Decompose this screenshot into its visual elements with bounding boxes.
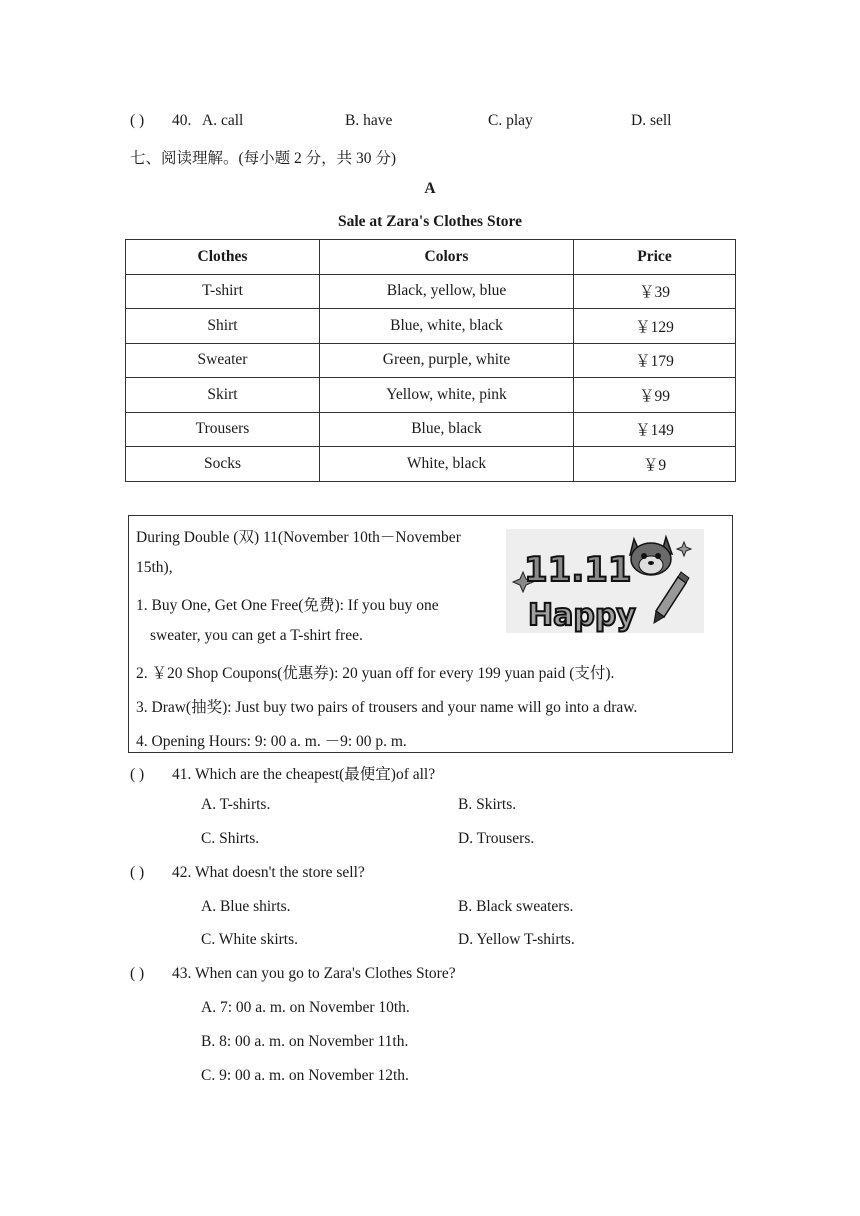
passage-letter: A [424,180,436,197]
notice-line: 3. Draw(抽奖): Just buy two pairs of trousers and your name will go into a draw. [136,699,638,716]
q42-option-c: C. White skirts. [201,931,299,948]
table-row [126,309,736,344]
double-eleven-banner [506,529,704,633]
option-a: A. call [202,112,244,129]
q42-option-d: D. Yellow T-shirts. [458,931,575,948]
pencil-icon [654,572,689,623]
sale-table [125,239,736,482]
q41-option-c: C. Shirts. [201,830,260,847]
cell-colors: Green, purple, white [320,343,574,378]
table-row [126,412,736,447]
cell-colors: White, black [320,447,574,482]
cell-clothes: T-shirt [126,274,320,309]
cell-clothes: Shirt [126,309,320,344]
question-text: 41. Which are the cheapest(最便宜)of all? [172,766,436,783]
cell-price: ￥99 [574,378,736,413]
q43-option-a: A. 7: 00 a. m. on November 10th. [201,999,410,1016]
q42-option-b: B. Black sweaters. [458,898,574,915]
option-b: B. have [345,112,393,129]
question-41-stem [130,762,435,784]
table-row [126,447,736,482]
banner-happy-text: Happy [528,598,636,633]
header-price: Price [574,240,736,275]
option-c: C. play [488,112,533,129]
banner-illustration [506,529,704,633]
answer-paren: ( ) [130,112,145,129]
table-row [126,343,736,378]
sparkle-icon [677,542,691,556]
dog-icon [630,537,672,575]
notice-line: 1. Buy One, Get One Free(免费): If you buy one [136,597,439,614]
cell-colors: Blue, white, black [320,309,574,344]
q41-option-d: D. Trousers. [458,830,535,847]
cell-clothes: Skirt [126,378,320,413]
header-clothes: Clothes [126,240,320,275]
table-row [126,274,736,309]
cell-clothes: Trousers [126,412,320,447]
q42-option-a: A. Blue shirts. [201,898,291,915]
q41-option-b: B. Skirts. [458,796,517,813]
notice-line: sweater, you can get a T-shirt free. [150,627,363,644]
table-header-row [126,240,736,275]
q43-option-b: B. 8: 00 a. m. on November 11th. [201,1033,409,1050]
banner-1111-text: 11.11 [524,550,632,590]
question-text: 42. What doesn't the store sell? [172,864,365,881]
cell-price: ￥149 [574,412,736,447]
cell-clothes: Socks [126,447,320,482]
section-heading: 七、阅读理解。(每小题 2 分，共 30 分) [130,150,397,167]
cell-clothes: Sweater [126,343,320,378]
notice-line: 15th), [136,559,173,576]
answer-paren: ( ) [130,864,145,881]
q41-option-a: A. T-shirts. [201,796,271,813]
cell-colors: Blue, black [320,412,574,447]
cell-colors: Black, yellow, blue [320,274,574,309]
question-number: 40. [172,112,192,129]
header-colors: Colors [320,240,574,275]
answer-paren: ( ) [130,766,145,783]
notice-line: 4. Opening Hours: 9: 00 a. m. －9: 00 p. m. [136,733,407,750]
cell-colors: Yellow, white, pink [320,378,574,413]
question-43-stem [130,965,456,983]
notice-line: 2. ￥20 Shop Coupons(优惠券): 20 yuan off for every 199 yuan paid (支付). [136,665,615,682]
option-d: D. sell [631,112,672,129]
table-title: Sale at Zara's Clothes Store [338,213,522,230]
question-text: 43. When can you go to Zara's Clothes Store? [172,965,456,982]
cell-price: ￥39 [574,274,736,309]
notice-line: During Double (双) 11(November 10th－November [136,529,461,546]
table-row [126,378,736,413]
answer-paren: ( ) [130,965,145,982]
cell-price: ￥129 [574,309,736,344]
question-42-stem [130,864,365,882]
q43-option-c: C. 9: 00 a. m. on November 12th. [201,1067,409,1084]
cell-price: ￥179 [574,343,736,378]
sale-notice-box [128,515,733,753]
cell-price: ￥9 [574,447,736,482]
